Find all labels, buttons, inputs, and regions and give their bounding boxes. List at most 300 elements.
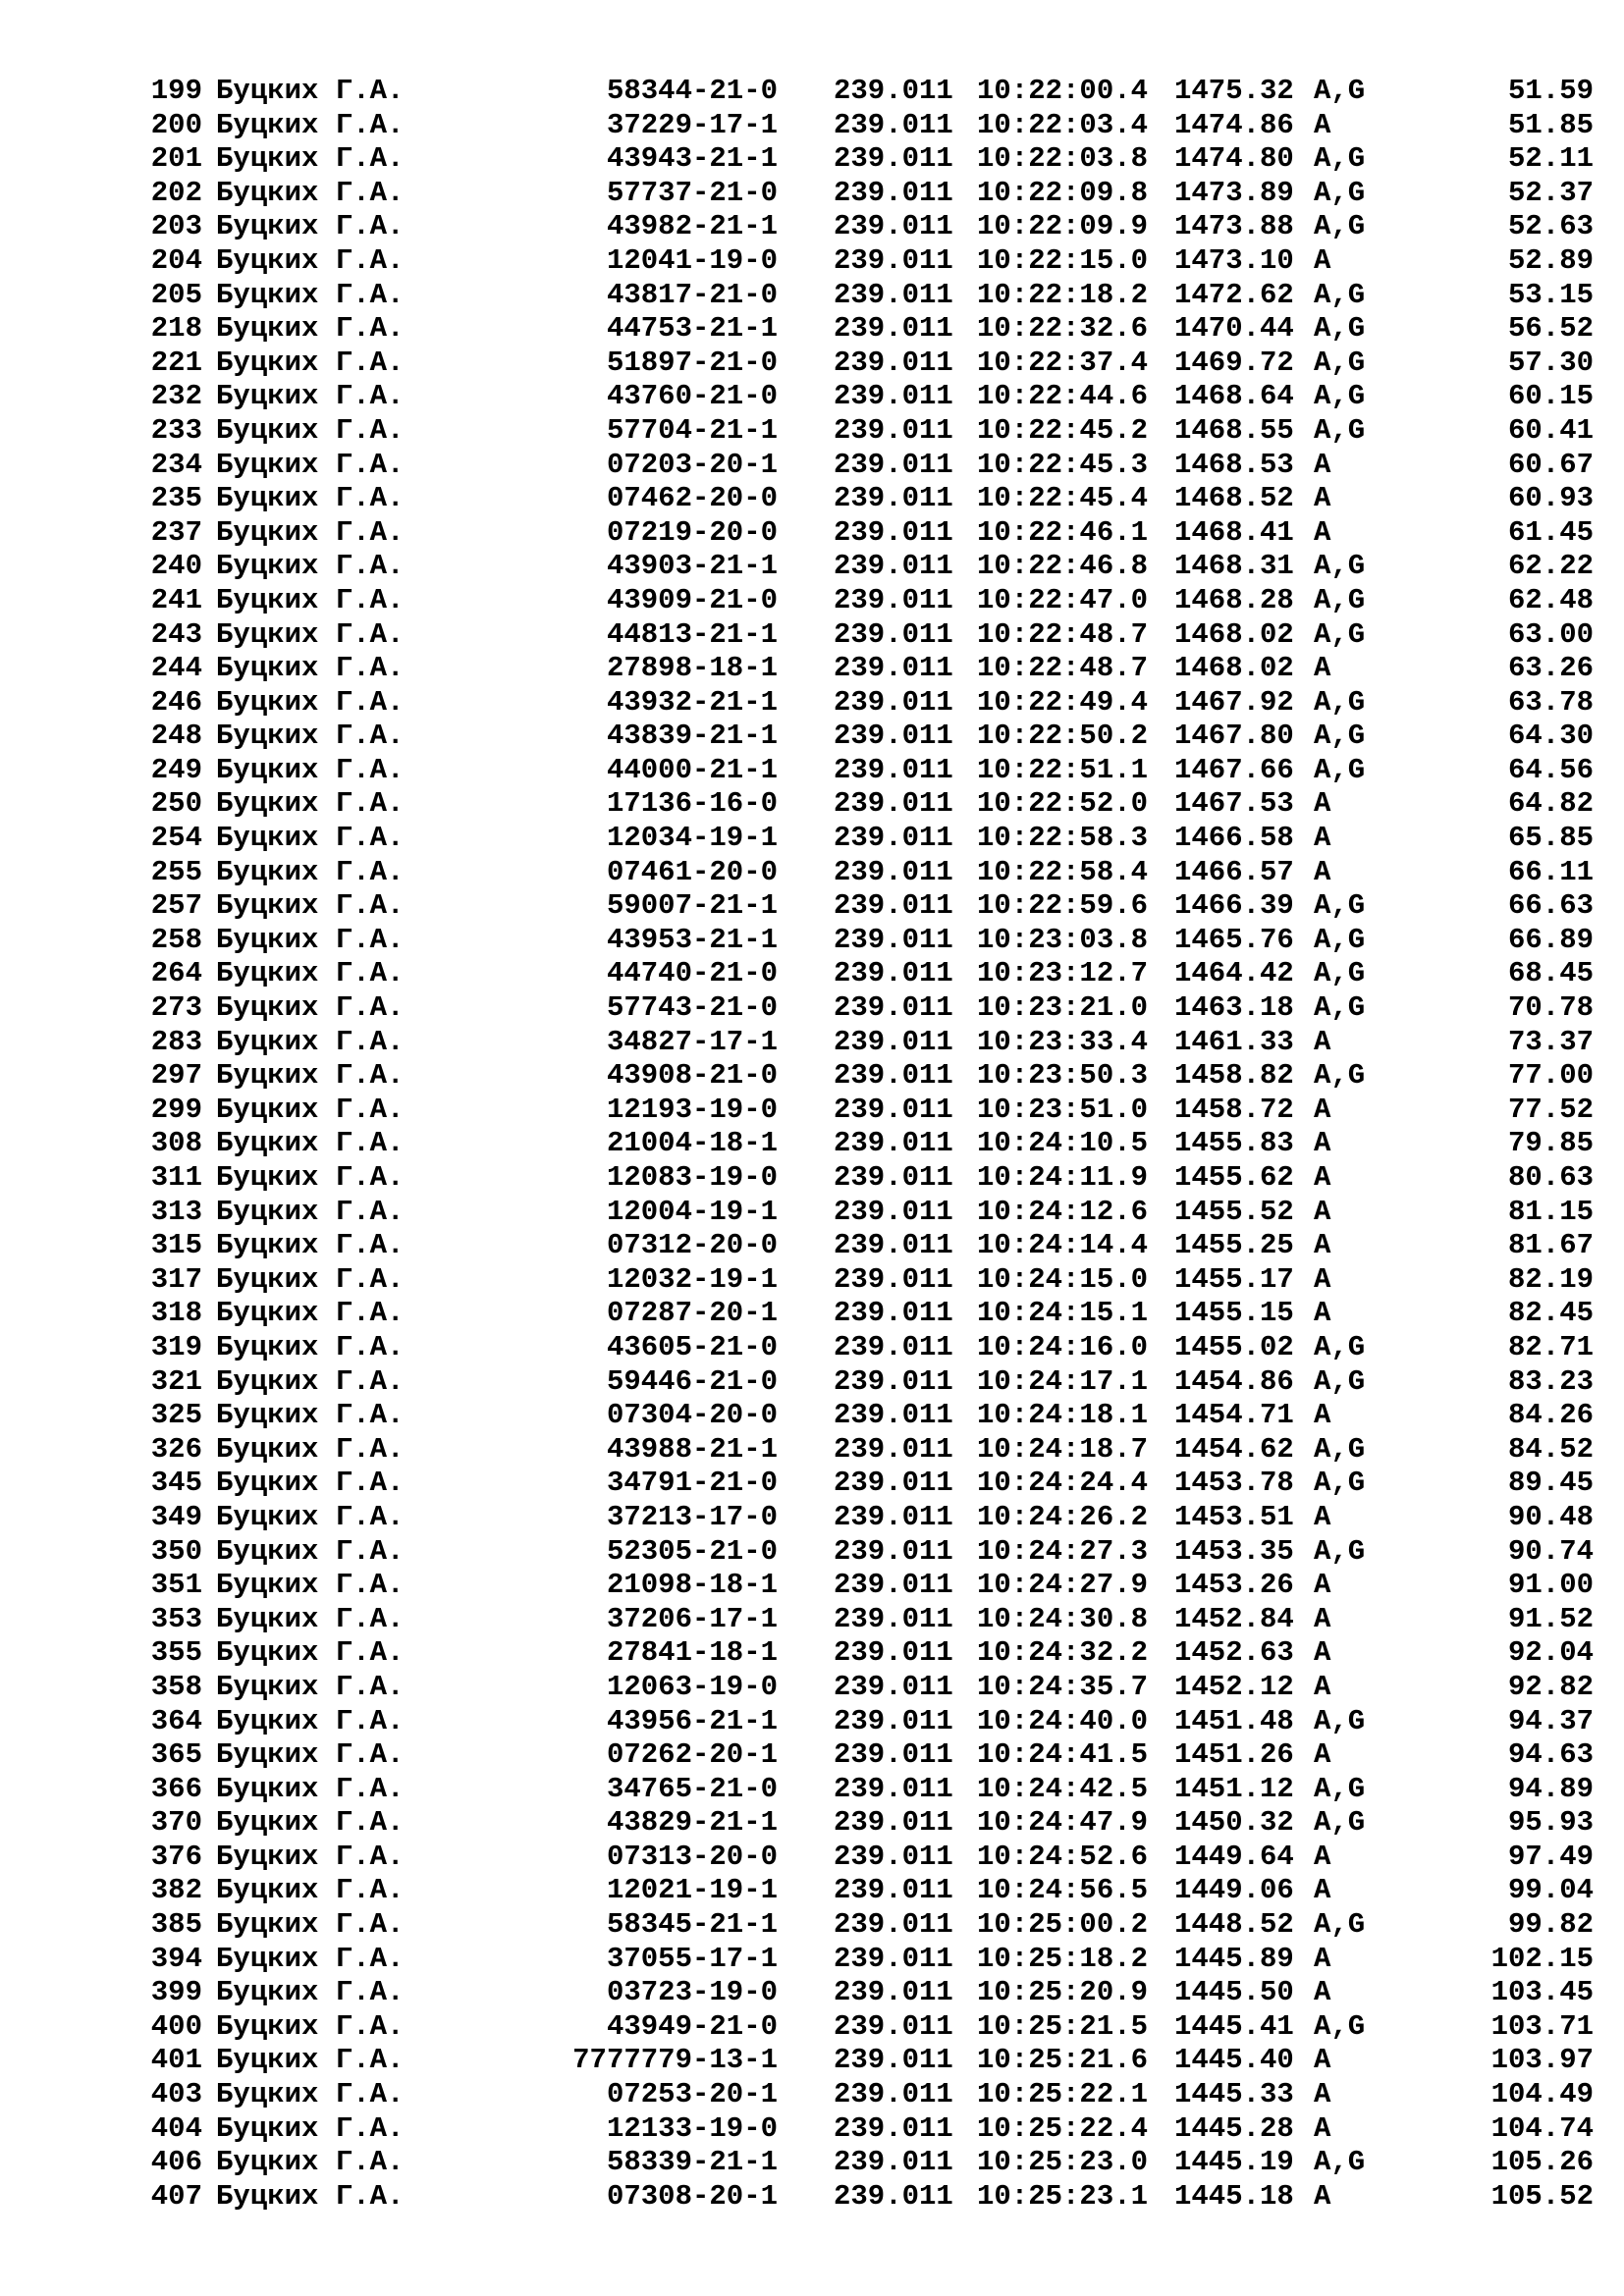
table-row bbox=[0, 1569, 1624, 1603]
measure-value: 1445.33 bbox=[1174, 2078, 1294, 2111]
observer-name: Буцких Г.А. bbox=[216, 1467, 405, 1500]
object-id: 44740-21-0 bbox=[606, 957, 778, 990]
time-value: 10:22:09.8 bbox=[977, 176, 1149, 209]
day-value: 239.011 bbox=[834, 1195, 953, 1228]
object-id: 21098-18-1 bbox=[606, 1569, 778, 1602]
row-number: 326 bbox=[150, 1432, 202, 1466]
object-id: 27898-18-1 bbox=[606, 652, 778, 685]
measure-value: 1468.02 bbox=[1174, 652, 1294, 685]
measure-value: 1470.44 bbox=[1174, 312, 1294, 346]
flag-code: A bbox=[1314, 1195, 1331, 1228]
measure-value: 1467.53 bbox=[1174, 787, 1294, 821]
day-value: 239.011 bbox=[834, 685, 953, 719]
measure-value: 1445.89 bbox=[1174, 1942, 1294, 1975]
last-value: 52.37 bbox=[1507, 176, 1594, 209]
day-value: 239.011 bbox=[834, 923, 953, 956]
object-id: 57743-21-0 bbox=[606, 991, 778, 1025]
time-value: 10:24:42.5 bbox=[977, 1772, 1149, 1805]
flag-code: A bbox=[1314, 1569, 1331, 1602]
time-value: 10:25:23.1 bbox=[977, 2179, 1149, 2213]
time-value: 10:24:18.7 bbox=[977, 1432, 1149, 1466]
last-value: 99.04 bbox=[1507, 1874, 1594, 1907]
last-value: 52.11 bbox=[1507, 142, 1594, 176]
last-value: 82.71 bbox=[1507, 1330, 1594, 1363]
row-number: 364 bbox=[150, 1704, 202, 1737]
observer-name: Буцких Г.А. bbox=[216, 1025, 405, 1058]
last-value: 91.00 bbox=[1507, 1569, 1594, 1602]
day-value: 239.011 bbox=[834, 380, 953, 413]
observer-name: Буцких Г.А. bbox=[216, 1195, 405, 1228]
observer-name: Буцких Г.А. bbox=[216, 1840, 405, 1873]
flag-code: A,G bbox=[1314, 1806, 1366, 1840]
day-value: 239.011 bbox=[834, 550, 953, 583]
table-row bbox=[0, 924, 1624, 958]
object-id: 17136-16-0 bbox=[606, 787, 778, 821]
row-number: 394 bbox=[150, 1942, 202, 1975]
object-id: 43956-21-1 bbox=[606, 1704, 778, 1737]
flag-code: A,G bbox=[1314, 957, 1366, 990]
table-row bbox=[0, 787, 1624, 822]
time-value: 10:24:27.9 bbox=[977, 1569, 1149, 1602]
time-value: 10:22:49.4 bbox=[977, 685, 1149, 719]
flag-code: A bbox=[1314, 1636, 1331, 1670]
time-value: 10:22:58.4 bbox=[977, 855, 1149, 888]
measure-value: 1466.39 bbox=[1174, 889, 1294, 923]
last-value: 65.85 bbox=[1507, 822, 1594, 855]
table-row bbox=[0, 1161, 1624, 1196]
object-id: 07462-20-0 bbox=[606, 482, 778, 515]
flag-code: A,G bbox=[1314, 991, 1366, 1025]
last-value: 66.11 bbox=[1507, 855, 1594, 888]
measure-value: 1445.19 bbox=[1174, 2146, 1294, 2179]
row-number: 283 bbox=[150, 1025, 202, 1058]
table-row bbox=[0, 1874, 1624, 1908]
day-value: 239.011 bbox=[834, 1976, 953, 2009]
object-id: 12034-19-1 bbox=[606, 822, 778, 855]
table-row bbox=[0, 1908, 1624, 1943]
table-row bbox=[0, 347, 1624, 381]
row-number: 202 bbox=[150, 176, 202, 209]
flag-code: A bbox=[1314, 1500, 1331, 1533]
day-value: 239.011 bbox=[834, 2078, 953, 2111]
table-row bbox=[0, 1636, 1624, 1671]
table-row bbox=[0, 1535, 1624, 1570]
day-value: 239.011 bbox=[834, 75, 953, 107]
observer-name: Буцких Г.А. bbox=[216, 413, 405, 447]
measure-value: 1445.28 bbox=[1174, 2111, 1294, 2145]
measure-value: 1448.52 bbox=[1174, 1908, 1294, 1942]
observer-name: Буцких Г.А. bbox=[216, 1942, 405, 1975]
table-row bbox=[0, 1806, 1624, 1841]
object-id: 44000-21-1 bbox=[606, 753, 778, 786]
flag-code: A,G bbox=[1314, 889, 1366, 923]
day-value: 239.011 bbox=[834, 1297, 953, 1330]
table-row bbox=[0, 1297, 1624, 1331]
observer-name: Буцких Г.А. bbox=[216, 957, 405, 990]
measure-value: 1473.89 bbox=[1174, 176, 1294, 209]
observer-name: Буцких Г.А. bbox=[216, 346, 405, 379]
day-value: 239.011 bbox=[834, 2009, 953, 2043]
observer-name: Буцких Г.А. bbox=[216, 176, 405, 209]
time-value: 10:24:24.4 bbox=[977, 1467, 1149, 1500]
observer-name: Буцких Г.А. bbox=[216, 1636, 405, 1670]
observer-name: Буцких Г.А. bbox=[216, 583, 405, 616]
row-number: 370 bbox=[150, 1806, 202, 1840]
object-id: 57704-21-1 bbox=[606, 413, 778, 447]
time-value: 10:23:51.0 bbox=[977, 1093, 1149, 1126]
day-value: 239.011 bbox=[834, 1059, 953, 1093]
day-value: 239.011 bbox=[834, 1262, 953, 1296]
object-id: 34827-17-1 bbox=[606, 1025, 778, 1058]
measure-value: 1455.02 bbox=[1174, 1330, 1294, 1363]
table-row bbox=[0, 991, 1624, 1026]
table-row bbox=[0, 1331, 1624, 1365]
measure-value: 1452.12 bbox=[1174, 1670, 1294, 1703]
observer-name: Буцких Г.А. bbox=[216, 1093, 405, 1126]
table-row bbox=[0, 1943, 1624, 1977]
row-number: 351 bbox=[150, 1569, 202, 1602]
time-value: 10:22:51.1 bbox=[977, 753, 1149, 786]
observer-name: Буцких Г.А. bbox=[216, 1908, 405, 1942]
flag-code: A bbox=[1314, 515, 1331, 549]
object-id: 43932-21-1 bbox=[606, 685, 778, 719]
table-row bbox=[0, 312, 1624, 347]
measure-value: 1451.48 bbox=[1174, 1704, 1294, 1737]
time-value: 10:22:46.8 bbox=[977, 550, 1149, 583]
time-value: 10:24:40.0 bbox=[977, 1704, 1149, 1737]
observer-name: Буцких Г.А. bbox=[216, 243, 405, 277]
object-id: 07287-20-1 bbox=[606, 1297, 778, 1330]
day-value: 239.011 bbox=[834, 1908, 953, 1942]
observer-name: Буцких Г.А. bbox=[216, 75, 405, 107]
time-value: 10:22:03.8 bbox=[977, 142, 1149, 176]
last-value: 95.93 bbox=[1507, 1806, 1594, 1840]
flag-code: A,G bbox=[1314, 1908, 1366, 1942]
table-row bbox=[0, 2078, 1624, 2112]
table-row bbox=[0, 1603, 1624, 1637]
measure-value: 1472.62 bbox=[1174, 278, 1294, 311]
last-value: 82.19 bbox=[1507, 1262, 1594, 1296]
day-value: 239.011 bbox=[834, 1500, 953, 1533]
observer-name: Буцких Г.А. bbox=[216, 1432, 405, 1466]
row-number: 385 bbox=[150, 1908, 202, 1942]
table-row bbox=[0, 686, 1624, 721]
table-row bbox=[0, 1196, 1624, 1230]
table-row bbox=[0, 279, 1624, 313]
table-row bbox=[0, 1705, 1624, 1739]
measure-value: 1453.26 bbox=[1174, 1569, 1294, 1602]
object-id: 07313-20-0 bbox=[606, 1840, 778, 1873]
row-number: 240 bbox=[150, 550, 202, 583]
last-value: 63.00 bbox=[1507, 617, 1594, 651]
object-id: 51897-21-0 bbox=[606, 346, 778, 379]
day-value: 239.011 bbox=[834, 243, 953, 277]
object-id: 44813-21-1 bbox=[606, 617, 778, 651]
measure-value: 1449.64 bbox=[1174, 1840, 1294, 1873]
row-number: 399 bbox=[150, 1976, 202, 2009]
measure-value: 1473.10 bbox=[1174, 243, 1294, 277]
last-value: 90.74 bbox=[1507, 1534, 1594, 1568]
table-row bbox=[0, 856, 1624, 890]
row-number: 366 bbox=[150, 1772, 202, 1805]
observer-name: Буцких Г.А. bbox=[216, 1262, 405, 1296]
row-number: 355 bbox=[150, 1636, 202, 1670]
observer-name: Буцких Г.А. bbox=[216, 652, 405, 685]
flag-code: A bbox=[1314, 2111, 1331, 2145]
flag-code: A bbox=[1314, 1602, 1331, 1635]
day-value: 239.011 bbox=[834, 1161, 953, 1194]
time-value: 10:25:22.4 bbox=[977, 2111, 1149, 2145]
row-number: 248 bbox=[150, 720, 202, 753]
day-value: 239.011 bbox=[834, 2146, 953, 2179]
flag-code: A,G bbox=[1314, 1364, 1366, 1398]
day-value: 239.011 bbox=[834, 1399, 953, 1432]
day-value: 239.011 bbox=[834, 787, 953, 821]
time-value: 10:25:18.2 bbox=[977, 1942, 1149, 1975]
observer-name: Буцких Г.А. bbox=[216, 753, 405, 786]
row-number: 237 bbox=[150, 515, 202, 549]
last-value: 63.26 bbox=[1507, 652, 1594, 685]
observer-name: Буцких Г.А. bbox=[216, 1806, 405, 1840]
observer-name: Буцких Г.А. bbox=[216, 1738, 405, 1772]
measure-value: 1465.76 bbox=[1174, 923, 1294, 956]
flag-code: A bbox=[1314, 2078, 1331, 2111]
time-value: 10:22:48.7 bbox=[977, 652, 1149, 685]
time-value: 10:24:15.1 bbox=[977, 1297, 1149, 1330]
last-value: 77.00 bbox=[1507, 1059, 1594, 1093]
row-number: 403 bbox=[150, 2078, 202, 2111]
observer-name: Буцких Г.А. bbox=[216, 2179, 405, 2213]
last-value: 97.49 bbox=[1507, 1840, 1594, 1873]
flag-code: A,G bbox=[1314, 380, 1366, 413]
time-value: 10:22:15.0 bbox=[977, 243, 1149, 277]
time-value: 10:23:50.3 bbox=[977, 1059, 1149, 1093]
table-row bbox=[0, 720, 1624, 754]
day-value: 239.011 bbox=[834, 1364, 953, 1398]
last-value: 92.82 bbox=[1507, 1670, 1594, 1703]
time-value: 10:24:47.9 bbox=[977, 1806, 1149, 1840]
flag-code: A,G bbox=[1314, 2146, 1366, 2179]
day-value: 239.011 bbox=[834, 1874, 953, 1907]
object-id: 12193-19-0 bbox=[606, 1093, 778, 1126]
row-number: 218 bbox=[150, 312, 202, 346]
time-value: 10:22:58.3 bbox=[977, 822, 1149, 855]
flag-code: A,G bbox=[1314, 176, 1366, 209]
row-number: 407 bbox=[150, 2179, 202, 2213]
object-id: 43988-21-1 bbox=[606, 1432, 778, 1466]
object-id: 43909-21-0 bbox=[606, 583, 778, 616]
last-value: 60.67 bbox=[1507, 448, 1594, 481]
object-id: 07461-20-0 bbox=[606, 855, 778, 888]
row-number: 317 bbox=[150, 1262, 202, 1296]
observer-name: Буцких Г.А. bbox=[216, 2146, 405, 2179]
observer-name: Буцких Г.А. bbox=[216, 1534, 405, 1568]
object-id: 12133-19-0 bbox=[606, 2111, 778, 2145]
last-value: 60.93 bbox=[1507, 482, 1594, 515]
time-value: 10:23:33.4 bbox=[977, 1025, 1149, 1058]
day-value: 239.011 bbox=[834, 1772, 953, 1805]
observer-name: Буцких Г.А. bbox=[216, 312, 405, 346]
flag-code: A,G bbox=[1314, 1704, 1366, 1737]
time-value: 10:23:03.8 bbox=[977, 923, 1149, 956]
flag-code: A bbox=[1314, 1738, 1331, 1772]
measure-value: 1449.06 bbox=[1174, 1874, 1294, 1907]
time-value: 10:24:11.9 bbox=[977, 1161, 1149, 1194]
object-id: 43908-21-0 bbox=[606, 1059, 778, 1093]
row-number: 233 bbox=[150, 413, 202, 447]
measure-value: 1445.50 bbox=[1174, 1976, 1294, 2009]
row-number: 404 bbox=[150, 2111, 202, 2145]
row-number: 255 bbox=[150, 855, 202, 888]
measure-value: 1464.42 bbox=[1174, 957, 1294, 990]
measure-value: 1445.18 bbox=[1174, 2179, 1294, 2213]
table-row bbox=[0, 1976, 1624, 2010]
flag-code: A,G bbox=[1314, 142, 1366, 176]
row-number: 235 bbox=[150, 482, 202, 515]
table-row bbox=[0, 2112, 1624, 2147]
object-id: 58339-21-1 bbox=[606, 2146, 778, 2179]
day-value: 239.011 bbox=[834, 822, 953, 855]
flag-code: A bbox=[1314, 1670, 1331, 1703]
measure-value: 1474.80 bbox=[1174, 142, 1294, 176]
observer-name: Буцких Г.А. bbox=[216, 855, 405, 888]
time-value: 10:22:47.0 bbox=[977, 583, 1149, 616]
observer-name: Буцких Г.А. bbox=[216, 2111, 405, 2145]
time-value: 10:24:56.5 bbox=[977, 1874, 1149, 1907]
row-number: 246 bbox=[150, 685, 202, 719]
row-number: 297 bbox=[150, 1059, 202, 1093]
row-number: 258 bbox=[150, 923, 202, 956]
measure-value: 1453.51 bbox=[1174, 1500, 1294, 1533]
observer-name: Буцких Г.А. bbox=[216, 210, 405, 243]
observer-name: Буцких Г.А. bbox=[216, 1297, 405, 1330]
flag-code: A bbox=[1314, 1161, 1331, 1194]
flag-code: A,G bbox=[1314, 685, 1366, 719]
object-id: 12021-19-1 bbox=[606, 1874, 778, 1907]
row-number: 318 bbox=[150, 1297, 202, 1330]
observer-name: Буцких Г.А. bbox=[216, 1602, 405, 1635]
measure-value: 1467.92 bbox=[1174, 685, 1294, 719]
table-row bbox=[0, 109, 1624, 143]
flag-code: A,G bbox=[1314, 753, 1366, 786]
last-value: 103.45 bbox=[1490, 1976, 1594, 2009]
observer-name: Буцких Г.А. bbox=[216, 617, 405, 651]
object-id: 03723-19-0 bbox=[606, 1976, 778, 2009]
flag-code: A,G bbox=[1314, 278, 1366, 311]
time-value: 10:22:32.6 bbox=[977, 312, 1149, 346]
flag-code: A,G bbox=[1314, 583, 1366, 616]
object-id: 57737-21-0 bbox=[606, 176, 778, 209]
object-id: 59007-21-1 bbox=[606, 889, 778, 923]
last-value: 90.48 bbox=[1507, 1500, 1594, 1533]
last-value: 60.41 bbox=[1507, 413, 1594, 447]
flag-code: A bbox=[1314, 1093, 1331, 1126]
day-value: 239.011 bbox=[834, 1840, 953, 1873]
measure-value: 1455.17 bbox=[1174, 1262, 1294, 1296]
observer-name: Буцких Г.А. bbox=[216, 1500, 405, 1533]
last-value: 56.52 bbox=[1507, 312, 1594, 346]
row-number: 250 bbox=[150, 787, 202, 821]
day-value: 239.011 bbox=[834, 1467, 953, 1500]
observer-name: Буцких Г.А. bbox=[216, 1059, 405, 1093]
table-row bbox=[0, 618, 1624, 653]
last-value: 103.71 bbox=[1490, 2009, 1594, 2043]
flag-code: A bbox=[1314, 787, 1331, 821]
time-value: 10:22:00.4 bbox=[977, 75, 1149, 107]
measure-value: 1454.62 bbox=[1174, 1432, 1294, 1466]
table-row bbox=[0, 1501, 1624, 1535]
time-value: 10:24:17.1 bbox=[977, 1364, 1149, 1398]
last-value: 103.97 bbox=[1490, 2044, 1594, 2077]
table-row bbox=[0, 550, 1624, 584]
flag-code: A bbox=[1314, 1976, 1331, 2009]
observer-name: Буцких Г.А. bbox=[216, 550, 405, 583]
last-value: 51.59 bbox=[1507, 75, 1594, 107]
object-id: 43839-21-1 bbox=[606, 720, 778, 753]
object-id: 43829-21-1 bbox=[606, 1806, 778, 1840]
measure-value: 1454.86 bbox=[1174, 1364, 1294, 1398]
object-id: 12004-19-1 bbox=[606, 1195, 778, 1228]
row-number: 313 bbox=[150, 1195, 202, 1228]
day-value: 239.011 bbox=[834, 1093, 953, 1126]
day-value: 239.011 bbox=[834, 1229, 953, 1262]
last-value: 62.22 bbox=[1507, 550, 1594, 583]
time-value: 10:24:26.2 bbox=[977, 1500, 1149, 1533]
day-value: 239.011 bbox=[834, 1432, 953, 1466]
object-id: 43760-21-0 bbox=[606, 380, 778, 413]
observer-name: Буцких Г.А. bbox=[216, 1161, 405, 1194]
row-number: 203 bbox=[150, 210, 202, 243]
record-list bbox=[0, 75, 1624, 2214]
table-row bbox=[0, 652, 1624, 686]
measure-value: 1468.02 bbox=[1174, 617, 1294, 651]
last-value: 62.48 bbox=[1507, 583, 1594, 616]
flag-code: A bbox=[1314, 1399, 1331, 1432]
measure-value: 1468.41 bbox=[1174, 515, 1294, 549]
observer-name: Буцких Г.А. bbox=[216, 1127, 405, 1160]
table-row bbox=[0, 75, 1624, 109]
flag-code: A bbox=[1314, 1297, 1331, 1330]
observer-name: Буцких Г.А. bbox=[216, 923, 405, 956]
flag-code: A bbox=[1314, 108, 1331, 141]
last-value: 102.15 bbox=[1490, 1942, 1594, 1975]
flag-code: A,G bbox=[1314, 75, 1366, 107]
day-value: 239.011 bbox=[834, 583, 953, 616]
last-value: 94.63 bbox=[1507, 1738, 1594, 1772]
observer-name: Буцких Г.А. bbox=[216, 991, 405, 1025]
object-id: 37055-17-1 bbox=[606, 1942, 778, 1975]
observer-name: Буцких Г.А. bbox=[216, 1874, 405, 1907]
object-id: 43817-21-0 bbox=[606, 278, 778, 311]
last-value: 52.63 bbox=[1507, 210, 1594, 243]
day-value: 239.011 bbox=[834, 1704, 953, 1737]
time-value: 10:22:37.4 bbox=[977, 346, 1149, 379]
flag-code: A bbox=[1314, 1262, 1331, 1296]
last-value: 104.49 bbox=[1490, 2078, 1594, 2111]
measure-value: 1453.78 bbox=[1174, 1467, 1294, 1500]
row-number: 299 bbox=[150, 1093, 202, 1126]
flag-code: A bbox=[1314, 482, 1331, 515]
day-value: 239.011 bbox=[834, 889, 953, 923]
object-id: 07304-20-0 bbox=[606, 1399, 778, 1432]
measure-value: 1458.72 bbox=[1174, 1093, 1294, 1126]
observer-name: Буцких Г.А. bbox=[216, 2044, 405, 2077]
measure-value: 1451.26 bbox=[1174, 1738, 1294, 1772]
flag-code: A,G bbox=[1314, 312, 1366, 346]
observer-name: Буцких Г.А. bbox=[216, 1229, 405, 1262]
measure-value: 1455.62 bbox=[1174, 1161, 1294, 1194]
row-number: 264 bbox=[150, 957, 202, 990]
